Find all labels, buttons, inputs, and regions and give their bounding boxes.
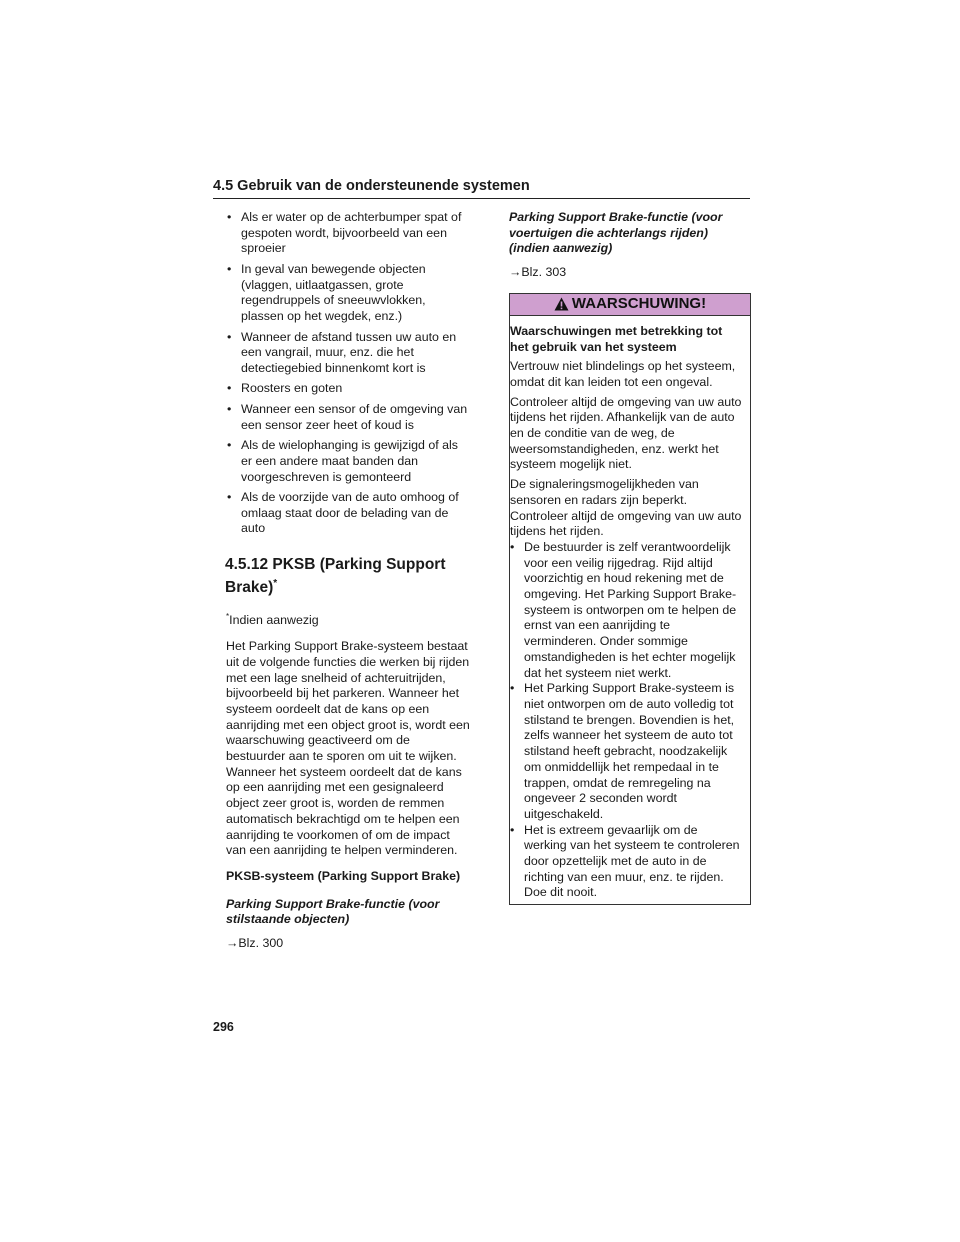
section-title-mark: * bbox=[273, 578, 278, 590]
right-column bbox=[509, 210, 751, 905]
section-title-text: 4.5.12 PKSB (Parking Support Brake) bbox=[225, 556, 446, 597]
page-reference-link[interactable]: →Blz. 303 bbox=[509, 265, 567, 280]
list-item: • Wanneer de afstand tussen uw auto en een vangrail, muur, enz. die het detectiegebied binnenkomt kort is bbox=[226, 330, 471, 377]
warning-body bbox=[510, 316, 750, 904]
section-header-title: 4.5 Gebruik van de ondersteunende systemen bbox=[213, 178, 530, 194]
page-number: 296 bbox=[213, 1020, 234, 1034]
warning-box bbox=[509, 293, 751, 905]
function-heading-crossing: Parking Support Brake-functie (voor voertuigen die achterlangs rijden) (indien aanwezig) bbox=[509, 210, 723, 256]
section-header bbox=[213, 178, 750, 199]
list-item: • Het Parking Support Brake-systeem is niet ontworpen om de auto volledig tot stilstand te brengen. Bovendien is het, zelfs wanneer het systeem de auto tot stilstand heeft gebracht, noodzakelijk om onmiddellijk het rempedaal in te trappen, omdat de remregeling na ongeveer 2 seconden wordt uitgeschakeld. bbox=[510, 681, 742, 822]
warning-paragraph: Vertrouw niet blindelings op het systeem, omdat dit kan leiden tot een ongeval. bbox=[510, 359, 736, 389]
list-item: • Het is extreem gevaarlijk om de werking van het systeem te controleren door opzettelijk met de auto in de richting van een muur, enz. te rijden. Doe dit nooit. bbox=[510, 823, 742, 902]
footnote-text: Indien aanwezig bbox=[229, 613, 319, 628]
list-item: • Als de wielophanging is gewijzigd of als er een andere maat banden dan voorgeschreven is gemonteerd bbox=[226, 438, 471, 485]
warning-header bbox=[510, 294, 750, 316]
list-item: • Als er water op de achterbumper spat of gespoten wordt, bijvoorbeeld van een sproeier bbox=[226, 210, 471, 257]
list-item: • Als de voorzijde van de auto omhoog of omlaag staat door de belading van de auto bbox=[226, 490, 471, 537]
list-item: • Wanneer een sensor of de omgeving van een sensor zeer heet of koud is bbox=[226, 402, 471, 433]
list-item: • In geval van bewegende objecten (vlaggen, uitlaatgassen, grote regendruppels of sneeuwvlokken, plassen op het wegdek, enz.) bbox=[226, 262, 471, 325]
list-item: • De bestuurder is zelf verantwoordelijk voor een veilig rijgedrag. Rijd altijd voorzichtig en houd rekening met de omgeving. Het Parking Support Brake-systeem is ontworpen om te helpen de ernst van een aanrijding te verminderen. Onder sommige omstandigheden is het echter mogelijk dat het systeem niet werkt. bbox=[510, 540, 742, 681]
left-column bbox=[226, 210, 471, 952]
list-item: • Roosters en goten bbox=[226, 381, 471, 397]
page-reference-link[interactable]: →Blz. 300 bbox=[226, 936, 284, 951]
condition-list bbox=[226, 210, 471, 537]
intro-paragraph: Het Parking Support Brake-systeem bestaat uit de volgende functies die werken bij rijden met een lage snelheid of achteruitrijden, bijvoorbeeld bij het parkeren. Wanneer het systeem oordeelt dat de kans op een aanrijding met een object groot is, wordt een waarschuwing geactiveerd om de bestuurder aan te sporen om uit te wijken. Wanneer het systeem oordeelt dat de kans op een aanrijding met een gesignaleerd object zeer groot is, worden de remmen automatisch bekrachtigd om te helpen een aanrijding te voorkomen of om de impact van een aanrijding te helpen verminderen. bbox=[226, 639, 470, 858]
warning-list bbox=[510, 540, 742, 901]
footnote-mark: * bbox=[226, 612, 230, 622]
section-title bbox=[225, 555, 471, 597]
warning-icon bbox=[554, 297, 569, 311]
subheading: PKSB-systeem (Parking Support Brake) bbox=[226, 868, 461, 883]
warning-paragraph: De signaleringsmogelijkheden van sensoren en radars zijn beperkt. Controleer altijd de omgeving van uw auto tijdens het rijden. bbox=[510, 477, 742, 539]
warning-title: Waarschuwingen met betrekking tot het gebruik van het systeem bbox=[510, 323, 723, 354]
warning-label: WAARSCHUWING! bbox=[571, 295, 707, 313]
footnote bbox=[226, 609, 471, 629]
warning-paragraph: Controleer altijd de omgeving van uw auto tijdens het rijden. Afhankelijk van de auto en de conditie van de weg, de weersomstandigheden, enz. werkt het systeem mogelijk niet. bbox=[510, 394, 742, 472]
function-heading-stationary: Parking Support Brake-functie (voor stilstaande objecten) bbox=[226, 896, 440, 927]
